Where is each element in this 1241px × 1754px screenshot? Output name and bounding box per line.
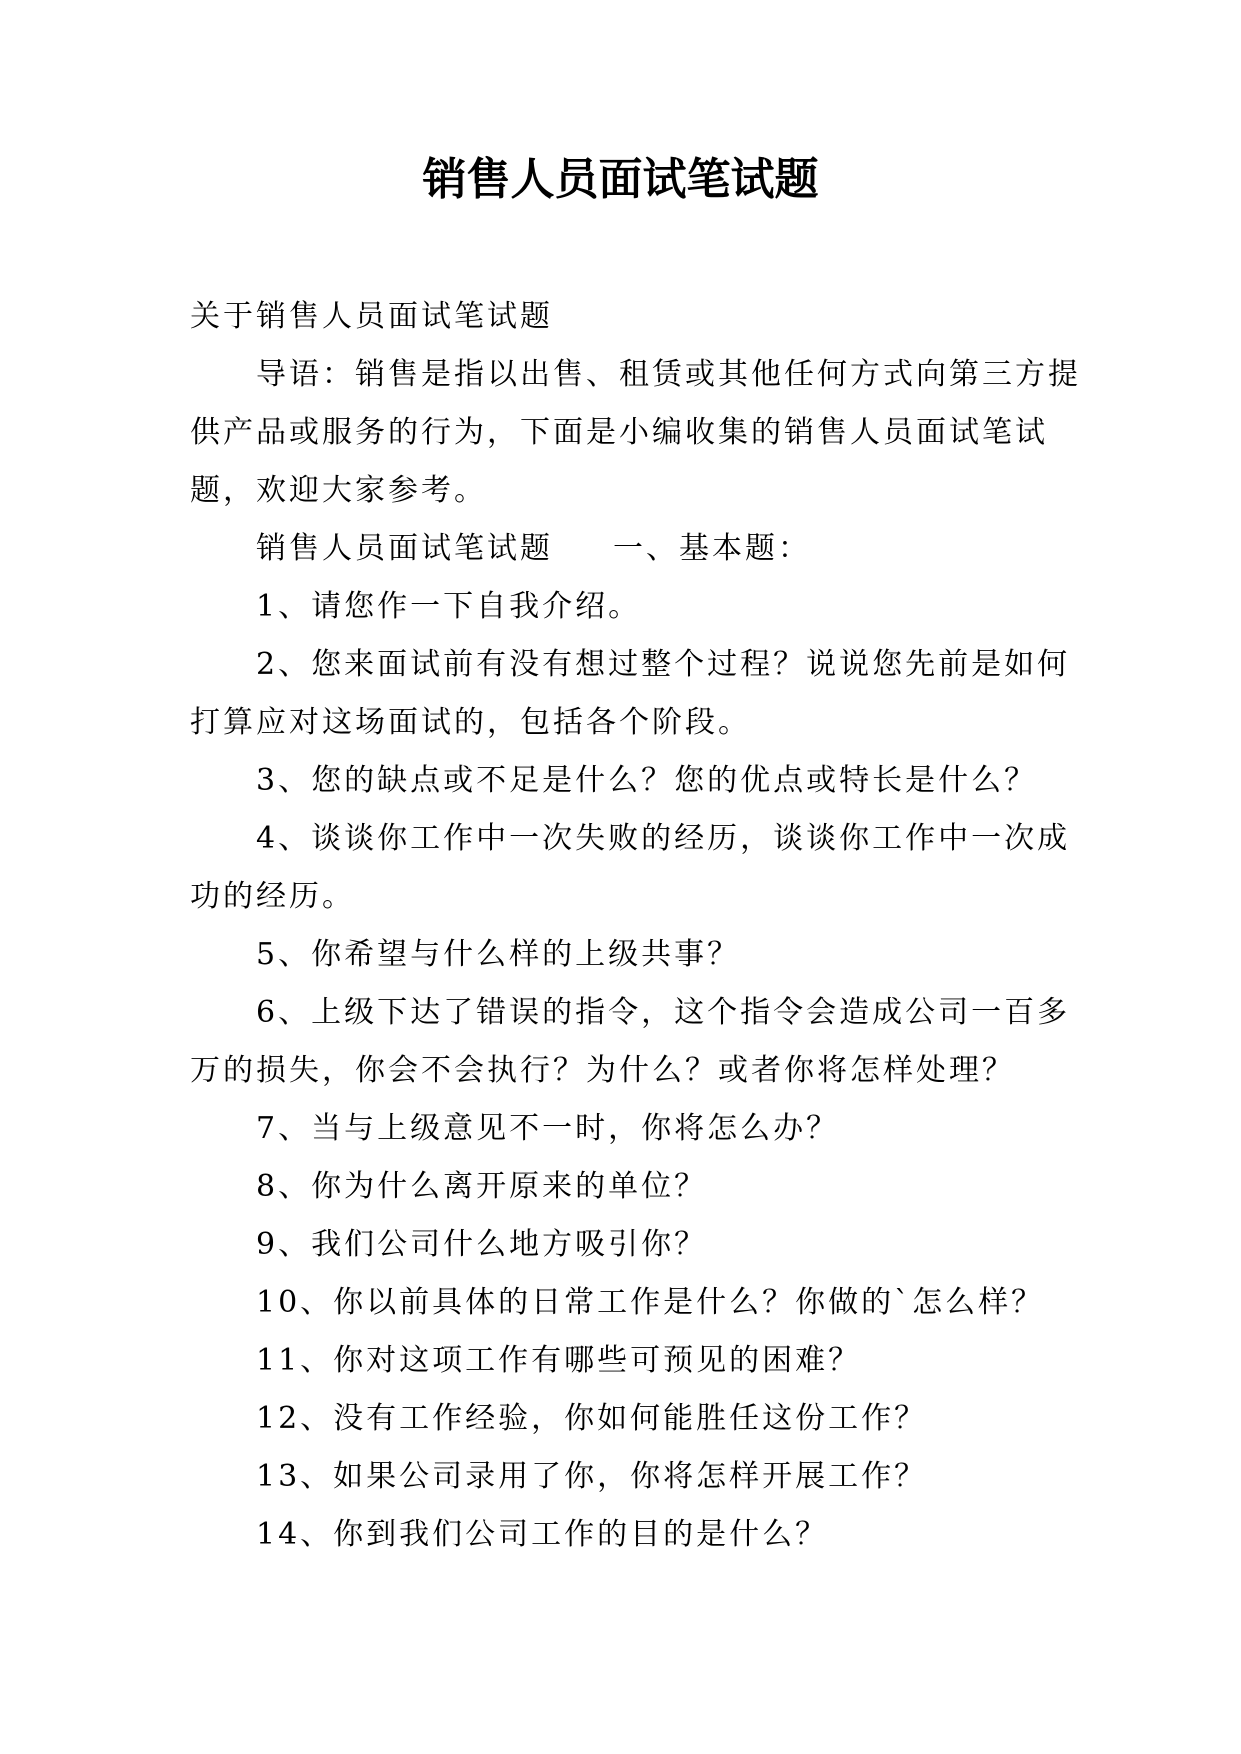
question-item: 14、你到我们公司工作的目的是什么？ (256, 1517, 829, 1552)
question-item: 10、你以前具体的日常工作是什么？你做的`怎么样？ (256, 1285, 1045, 1320)
document-subtitle: 关于销售人员面试笔试题 (190, 299, 553, 334)
section-name: 销售人员面试笔试题 (256, 531, 553, 566)
question-item: 2、您来面试前有没有想过整个过程？说说您先前是如何打算应对这场面试的，包括各个阶段。 (190, 647, 1071, 740)
question-item: 9、我们公司什么地方吸引你？ (256, 1227, 708, 1262)
document-title: 销售人员面试笔试题 (422, 154, 819, 205)
question-item: 7、当与上级意见不一时，你将怎么办？ (256, 1111, 840, 1146)
question-item: 6、上级下达了错误的指令，这个指令会造成公司一百多万的损失，你会不会执行？为什么？或者你将怎样处理？ (190, 995, 1071, 1088)
question-item: 4、谈谈你工作中一次失败的经历，谈谈你工作中一次成功的经历。 (190, 821, 1071, 914)
question-item: 11、你对这项工作有哪些可预见的困难？ (256, 1343, 862, 1378)
question-item: 12、没有工作经验，你如何能胜任这份工作？ (256, 1401, 928, 1436)
section-line (190, 520, 1090, 578)
document-body (190, 288, 1090, 1564)
section-heading: 一、基本题： (613, 531, 811, 566)
question-item: 5、你希望与什么样的上级共事？ (256, 937, 741, 972)
question-item: 3、您的缺点或不足是什么？您的优点或特长是什么？ (256, 763, 1038, 798)
question-item: 13、如果公司录用了你，你将怎样开展工作？ (256, 1459, 928, 1494)
question-item: 1、请您作一下自我介绍。 (256, 589, 642, 624)
question-item: 8、你为什么离开原来的单位？ (256, 1169, 708, 1204)
intro-paragraph: 导语：销售是指以出售、租赁或其他任何方式向第三方提供产品或服务的行为，下面是小编收集的销售人员面试笔试题，欢迎大家参考。 (190, 357, 1081, 508)
